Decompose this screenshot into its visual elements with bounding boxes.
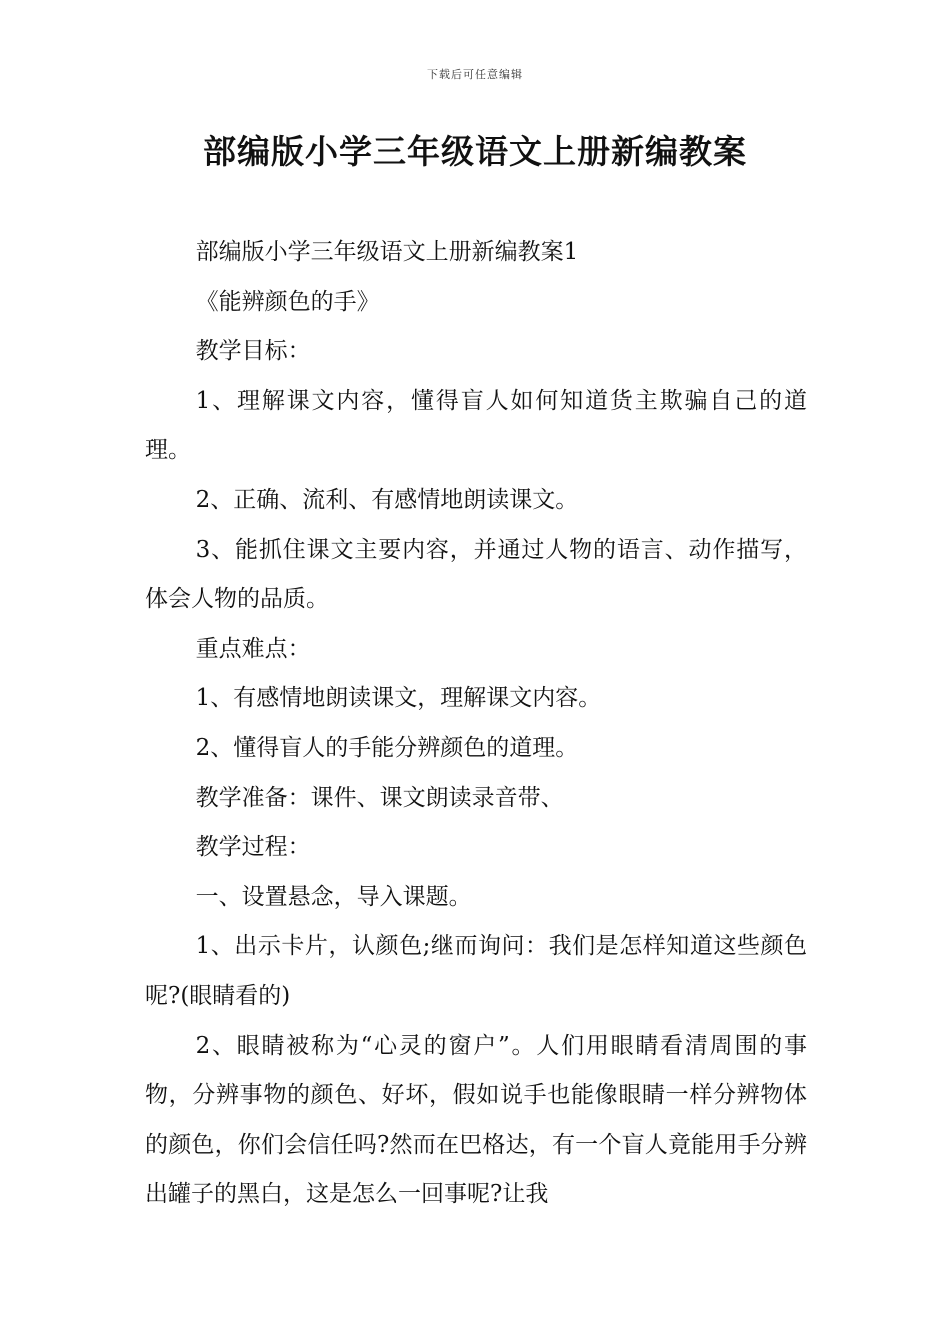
document-body [145, 228, 807, 1220]
key-point-item: 2、懂得盲人的手能分辨颜色的道理。 [195, 734, 579, 761]
process-step-heading: 一、设置悬念，导入课题。 [195, 883, 472, 910]
preparation-line: 教学准备：课件、课文朗读录音带、 [195, 784, 564, 811]
process-heading: 教学过程： [195, 834, 311, 861]
section-heading: 部编版小学三年级语文上册新编教案1 [195, 239, 579, 265]
key-point-item: 1、有感情地朗读课文，理解课文内容。 [195, 685, 602, 712]
header-note: 下载后可任意编辑 [427, 68, 523, 81]
process-item: 1、出示卡片，认颜色;继而询问：我们是怎样知道这些颜色呢?(眼睛看的) [145, 933, 807, 1009]
document-title: 部编版小学三年级语文上册新编教案 [203, 132, 747, 171]
process-item: 2、眼睛被称为“心灵的窗户”。人们用眼睛看清周围的事物，分辨事物的颜色、好坏，假如说手也能像眼睛一样分辨物体的颜色，你们会信任吗?然而在巴格达，有一个盲人竟能用手分辨出罐子的黑白，这是怎么一回事呢?让我 [145, 1032, 807, 1208]
objectives-heading: 教学目标： [195, 338, 311, 365]
objective-item: 3、能抓住课文主要内容，并通过人物的语言、动作描写，体会人物的品质。 [145, 536, 807, 613]
key-points-heading: 重点难点： [195, 635, 311, 662]
objective-item: 1、理解课文内容，懂得盲人如何知道货主欺骗自己的道理。 [145, 387, 807, 464]
objective-item: 2、正确、流利、有感情地朗读课文。 [195, 486, 579, 513]
lesson-title: 《能辨颜色的手》 [195, 288, 380, 315]
